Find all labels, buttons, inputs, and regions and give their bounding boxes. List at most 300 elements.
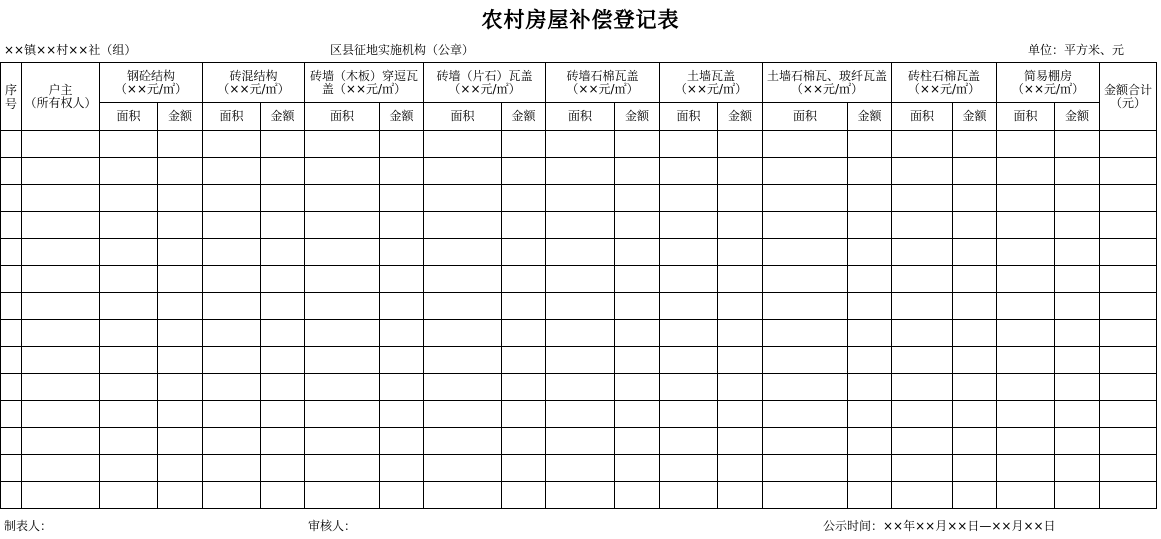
table-cell[interactable] bbox=[502, 266, 546, 293]
table-cell[interactable] bbox=[158, 158, 203, 185]
table-cell[interactable] bbox=[718, 185, 763, 212]
table-cell[interactable] bbox=[615, 185, 660, 212]
area-header: 面积 bbox=[892, 103, 953, 131]
table-cell[interactable] bbox=[100, 185, 158, 212]
table-cell[interactable] bbox=[1100, 347, 1157, 374]
table-cell[interactable] bbox=[718, 239, 763, 266]
table-cell[interactable] bbox=[1100, 185, 1157, 212]
table-cell[interactable] bbox=[997, 239, 1055, 266]
table-cell[interactable] bbox=[546, 239, 615, 266]
table-cell[interactable] bbox=[660, 212, 718, 239]
table-cell[interactable] bbox=[718, 158, 763, 185]
table-cell[interactable] bbox=[763, 185, 848, 212]
table-cell[interactable] bbox=[997, 185, 1055, 212]
table-cell[interactable] bbox=[305, 401, 380, 428]
table-cell[interactable] bbox=[502, 347, 546, 374]
table-cell[interactable] bbox=[22, 239, 100, 266]
table-cell[interactable] bbox=[953, 293, 997, 320]
table-cell[interactable] bbox=[158, 428, 203, 455]
table-cell[interactable] bbox=[100, 347, 158, 374]
table-cell[interactable] bbox=[848, 347, 892, 374]
table-cell[interactable] bbox=[892, 131, 953, 158]
table-cell[interactable] bbox=[380, 374, 424, 401]
table-cell[interactable] bbox=[892, 428, 953, 455]
table-cell[interactable] bbox=[502, 374, 546, 401]
table-cell[interactable] bbox=[1055, 158, 1100, 185]
table-cell[interactable] bbox=[424, 482, 502, 509]
area-header: 面积 bbox=[763, 103, 848, 131]
table-cell[interactable] bbox=[997, 293, 1055, 320]
table-cell[interactable] bbox=[100, 482, 158, 509]
table-cell[interactable] bbox=[158, 482, 203, 509]
table-cell[interactable] bbox=[546, 131, 615, 158]
group-header-line1: 土墙瓦盖 bbox=[686, 68, 735, 83]
table-cell[interactable] bbox=[718, 455, 763, 482]
table-cell[interactable] bbox=[660, 347, 718, 374]
table-cell[interactable] bbox=[615, 293, 660, 320]
table-cell[interactable] bbox=[502, 401, 546, 428]
table-cell[interactable] bbox=[502, 239, 546, 266]
table-cell[interactable] bbox=[997, 482, 1055, 509]
table-cell[interactable] bbox=[100, 212, 158, 239]
table-cell[interactable] bbox=[261, 266, 305, 293]
table-cell[interactable] bbox=[203, 320, 261, 347]
table-cell[interactable] bbox=[763, 131, 848, 158]
table-cell[interactable] bbox=[1100, 266, 1157, 293]
table-cell[interactable] bbox=[22, 266, 100, 293]
table-cell[interactable] bbox=[380, 239, 424, 266]
table-cell[interactable] bbox=[1100, 401, 1157, 428]
table-cell[interactable] bbox=[763, 266, 848, 293]
table-cell[interactable] bbox=[203, 455, 261, 482]
table-cell[interactable] bbox=[22, 428, 100, 455]
table-cell[interactable] bbox=[22, 185, 100, 212]
table-cell[interactable] bbox=[1, 428, 22, 455]
table-cell[interactable] bbox=[380, 158, 424, 185]
table-cell[interactable] bbox=[502, 455, 546, 482]
table-cell[interactable] bbox=[1055, 239, 1100, 266]
table-cell[interactable] bbox=[424, 401, 502, 428]
table-cell[interactable] bbox=[502, 212, 546, 239]
table-cell[interactable] bbox=[1, 158, 22, 185]
table-cell[interactable] bbox=[305, 455, 380, 482]
table-cell[interactable] bbox=[1, 320, 22, 347]
table-cell[interactable] bbox=[158, 131, 203, 158]
table-cell[interactable] bbox=[158, 455, 203, 482]
table-cell[interactable] bbox=[261, 239, 305, 266]
table-cell[interactable] bbox=[22, 482, 100, 509]
table-cell[interactable] bbox=[848, 293, 892, 320]
table-cell[interactable] bbox=[1055, 212, 1100, 239]
table-cell[interactable] bbox=[660, 482, 718, 509]
table-cell[interactable] bbox=[203, 374, 261, 401]
table-cell[interactable] bbox=[1100, 428, 1157, 455]
table-cell[interactable] bbox=[848, 185, 892, 212]
table-cell[interactable] bbox=[763, 239, 848, 266]
table-cell[interactable] bbox=[203, 131, 261, 158]
table-cell[interactable] bbox=[158, 320, 203, 347]
table-cell[interactable] bbox=[848, 401, 892, 428]
table-cell[interactable] bbox=[1055, 374, 1100, 401]
table-cell[interactable] bbox=[22, 320, 100, 347]
table-cell[interactable] bbox=[305, 185, 380, 212]
table-cell[interactable] bbox=[892, 320, 953, 347]
table-cell[interactable] bbox=[615, 158, 660, 185]
table-cell[interactable] bbox=[203, 482, 261, 509]
table-cell[interactable] bbox=[203, 185, 261, 212]
table-cell[interactable] bbox=[892, 293, 953, 320]
table-cell[interactable] bbox=[546, 374, 615, 401]
table-cell[interactable] bbox=[100, 320, 158, 347]
table-cell[interactable] bbox=[546, 293, 615, 320]
table-cell[interactable] bbox=[997, 455, 1055, 482]
table-cell[interactable] bbox=[763, 158, 848, 185]
table-cell[interactable] bbox=[660, 266, 718, 293]
table-cell[interactable] bbox=[953, 374, 997, 401]
table-cell[interactable] bbox=[203, 401, 261, 428]
table-cell[interactable] bbox=[660, 320, 718, 347]
table-cell[interactable] bbox=[848, 212, 892, 239]
table-cell[interactable] bbox=[158, 374, 203, 401]
table-cell[interactable] bbox=[261, 158, 305, 185]
table-cell[interactable] bbox=[203, 428, 261, 455]
table-cell[interactable] bbox=[763, 320, 848, 347]
table-cell[interactable] bbox=[158, 266, 203, 293]
table-cell[interactable] bbox=[158, 185, 203, 212]
table-cell[interactable] bbox=[953, 158, 997, 185]
table-cell[interactable] bbox=[502, 158, 546, 185]
table-cell[interactable] bbox=[953, 401, 997, 428]
table-cell[interactable] bbox=[718, 320, 763, 347]
table-cell[interactable] bbox=[261, 428, 305, 455]
table-cell[interactable] bbox=[261, 347, 305, 374]
table-cell[interactable] bbox=[660, 131, 718, 158]
table-cell[interactable] bbox=[158, 239, 203, 266]
table-cell[interactable] bbox=[763, 212, 848, 239]
table-cell[interactable] bbox=[953, 131, 997, 158]
table-cell[interactable] bbox=[261, 482, 305, 509]
table-cell[interactable] bbox=[203, 158, 261, 185]
table-cell[interactable] bbox=[997, 158, 1055, 185]
table-cell[interactable] bbox=[261, 212, 305, 239]
form-title: 农村房屋补偿登记表 bbox=[481, 8, 680, 32]
table-cell[interactable] bbox=[1, 482, 22, 509]
table-cell[interactable] bbox=[615, 374, 660, 401]
table-cell[interactable] bbox=[892, 374, 953, 401]
table-cell[interactable] bbox=[763, 374, 848, 401]
table-cell[interactable] bbox=[848, 320, 892, 347]
table-cell[interactable] bbox=[305, 158, 380, 185]
table-cell[interactable] bbox=[1, 131, 22, 158]
table-cell[interactable] bbox=[848, 374, 892, 401]
table-cell[interactable] bbox=[424, 428, 502, 455]
table-cell[interactable] bbox=[305, 374, 380, 401]
table-cell[interactable] bbox=[892, 455, 953, 482]
table-cell[interactable] bbox=[997, 374, 1055, 401]
table-cell[interactable] bbox=[1, 212, 22, 239]
table-cell[interactable] bbox=[158, 293, 203, 320]
table-cell[interactable] bbox=[380, 482, 424, 509]
table-cell[interactable] bbox=[953, 320, 997, 347]
group-header-line1: 砖墙石棉瓦盖 bbox=[566, 68, 639, 83]
table-cell[interactable] bbox=[380, 131, 424, 158]
table-cell[interactable] bbox=[158, 401, 203, 428]
table-cell[interactable] bbox=[380, 212, 424, 239]
table-cell[interactable] bbox=[424, 320, 502, 347]
table-cell[interactable] bbox=[546, 428, 615, 455]
table-cell[interactable] bbox=[848, 455, 892, 482]
table-cell[interactable] bbox=[953, 239, 997, 266]
table-cell[interactable] bbox=[953, 212, 997, 239]
table-cell[interactable] bbox=[100, 239, 158, 266]
table-cell[interactable] bbox=[424, 347, 502, 374]
table-cell[interactable] bbox=[100, 293, 158, 320]
table-cell[interactable] bbox=[424, 293, 502, 320]
table-cell[interactable] bbox=[660, 293, 718, 320]
table-cell[interactable] bbox=[424, 239, 502, 266]
table-cell[interactable] bbox=[546, 401, 615, 428]
table-cell[interactable] bbox=[502, 320, 546, 347]
table-cell[interactable] bbox=[100, 131, 158, 158]
table-cell[interactable] bbox=[718, 482, 763, 509]
table-cell[interactable] bbox=[1100, 239, 1157, 266]
table-cell[interactable] bbox=[1100, 374, 1157, 401]
table-cell[interactable] bbox=[424, 185, 502, 212]
table-cell[interactable] bbox=[615, 401, 660, 428]
table-cell[interactable] bbox=[380, 320, 424, 347]
table-cell[interactable] bbox=[424, 158, 502, 185]
table-cell[interactable] bbox=[380, 185, 424, 212]
table-cell[interactable] bbox=[892, 185, 953, 212]
table-cell[interactable] bbox=[763, 293, 848, 320]
table-cell[interactable] bbox=[1100, 212, 1157, 239]
table-cell[interactable] bbox=[1055, 185, 1100, 212]
table-cell[interactable] bbox=[203, 293, 261, 320]
table-cell[interactable] bbox=[380, 401, 424, 428]
table-cell[interactable] bbox=[22, 131, 100, 158]
table-cell[interactable] bbox=[763, 347, 848, 374]
table-cell[interactable] bbox=[848, 266, 892, 293]
table-cell[interactable] bbox=[1100, 320, 1157, 347]
table-cell[interactable] bbox=[100, 374, 158, 401]
table-cell[interactable] bbox=[424, 266, 502, 293]
table-cell[interactable] bbox=[546, 455, 615, 482]
table-cell[interactable] bbox=[502, 428, 546, 455]
table-cell[interactable] bbox=[892, 401, 953, 428]
table-cell[interactable] bbox=[848, 482, 892, 509]
group-header-line2: （××元/㎡） bbox=[1011, 81, 1085, 96]
table-cell[interactable] bbox=[1055, 347, 1100, 374]
table-cell[interactable] bbox=[1, 455, 22, 482]
table-cell[interactable] bbox=[502, 185, 546, 212]
table-cell[interactable] bbox=[848, 131, 892, 158]
table-cell[interactable] bbox=[424, 374, 502, 401]
table-cell[interactable] bbox=[100, 158, 158, 185]
table-cell[interactable] bbox=[546, 482, 615, 509]
table-cell[interactable] bbox=[100, 428, 158, 455]
table-cell[interactable] bbox=[615, 428, 660, 455]
table-cell[interactable] bbox=[1, 374, 22, 401]
table-cell[interactable] bbox=[848, 239, 892, 266]
table-cell[interactable] bbox=[261, 401, 305, 428]
table-cell[interactable] bbox=[546, 347, 615, 374]
table-cell[interactable] bbox=[261, 374, 305, 401]
table-cell[interactable] bbox=[763, 428, 848, 455]
table-cell[interactable] bbox=[380, 266, 424, 293]
table-cell[interactable] bbox=[1055, 428, 1100, 455]
table-cell[interactable] bbox=[718, 347, 763, 374]
table-cell[interactable] bbox=[1, 266, 22, 293]
table-cell[interactable] bbox=[203, 212, 261, 239]
table-cell[interactable] bbox=[261, 131, 305, 158]
table-cell[interactable] bbox=[502, 131, 546, 158]
table-cell[interactable] bbox=[502, 482, 546, 509]
table-cell[interactable] bbox=[305, 347, 380, 374]
table-cell[interactable] bbox=[660, 158, 718, 185]
table-cell[interactable] bbox=[1, 401, 22, 428]
table-cell[interactable] bbox=[22, 401, 100, 428]
table-cell[interactable] bbox=[1055, 293, 1100, 320]
table-cell[interactable] bbox=[615, 212, 660, 239]
table-cell[interactable] bbox=[660, 374, 718, 401]
table-cell[interactable] bbox=[997, 428, 1055, 455]
table-cell[interactable] bbox=[261, 185, 305, 212]
table-cell[interactable] bbox=[502, 293, 546, 320]
table-cell[interactable] bbox=[546, 212, 615, 239]
table-cell[interactable] bbox=[203, 239, 261, 266]
table-cell[interactable] bbox=[203, 347, 261, 374]
table-cell[interactable] bbox=[424, 212, 502, 239]
table-cell[interactable] bbox=[100, 266, 158, 293]
table-cell[interactable] bbox=[305, 293, 380, 320]
table-cell[interactable] bbox=[1100, 158, 1157, 185]
table-cell[interactable] bbox=[1055, 455, 1100, 482]
table-cell[interactable] bbox=[380, 455, 424, 482]
table-cell[interactable] bbox=[305, 320, 380, 347]
table-cell[interactable] bbox=[22, 347, 100, 374]
table-cell[interactable] bbox=[660, 428, 718, 455]
table-cell[interactable] bbox=[718, 401, 763, 428]
table-cell[interactable] bbox=[660, 401, 718, 428]
table-cell[interactable] bbox=[615, 455, 660, 482]
table-cell[interactable] bbox=[953, 482, 997, 509]
table-cell[interactable] bbox=[615, 347, 660, 374]
table-cell[interactable] bbox=[660, 455, 718, 482]
table-cell[interactable] bbox=[615, 131, 660, 158]
table-cell[interactable] bbox=[953, 185, 997, 212]
table-cell[interactable] bbox=[203, 266, 261, 293]
table-cell[interactable] bbox=[763, 401, 848, 428]
table-cell[interactable] bbox=[546, 266, 615, 293]
table-cell[interactable] bbox=[100, 401, 158, 428]
table-cell[interactable] bbox=[158, 212, 203, 239]
table-cell[interactable] bbox=[546, 158, 615, 185]
table-cell[interactable] bbox=[953, 266, 997, 293]
table-cell[interactable] bbox=[305, 239, 380, 266]
table-cell[interactable] bbox=[953, 347, 997, 374]
table-cell[interactable] bbox=[305, 482, 380, 509]
table-cell[interactable] bbox=[615, 482, 660, 509]
table-cell[interactable] bbox=[997, 131, 1055, 158]
table-cell[interactable] bbox=[660, 185, 718, 212]
table-cell[interactable] bbox=[763, 482, 848, 509]
table-cell[interactable] bbox=[615, 239, 660, 266]
table-cell[interactable] bbox=[892, 212, 953, 239]
table-cell[interactable] bbox=[22, 455, 100, 482]
table-cell[interactable] bbox=[1055, 320, 1100, 347]
table-cell[interactable] bbox=[424, 131, 502, 158]
table-cell[interactable] bbox=[305, 428, 380, 455]
table-cell[interactable] bbox=[892, 158, 953, 185]
table-cell[interactable] bbox=[615, 266, 660, 293]
table-cell[interactable] bbox=[1100, 131, 1157, 158]
table-cell[interactable] bbox=[997, 320, 1055, 347]
table-cell[interactable] bbox=[1055, 401, 1100, 428]
table-cell[interactable] bbox=[22, 374, 100, 401]
table-cell[interactable] bbox=[718, 212, 763, 239]
table-cell[interactable] bbox=[997, 212, 1055, 239]
table-cell[interactable] bbox=[1055, 131, 1100, 158]
table-cell[interactable] bbox=[718, 131, 763, 158]
table-cell[interactable] bbox=[261, 455, 305, 482]
table-cell[interactable] bbox=[1055, 482, 1100, 509]
table-cell[interactable] bbox=[1, 347, 22, 374]
table-cell[interactable] bbox=[892, 239, 953, 266]
table-cell[interactable] bbox=[718, 428, 763, 455]
table-cell[interactable] bbox=[305, 266, 380, 293]
table-cell[interactable] bbox=[892, 347, 953, 374]
table-cell[interactable] bbox=[892, 482, 953, 509]
table-cell[interactable] bbox=[718, 374, 763, 401]
table-cell[interactable] bbox=[1, 293, 22, 320]
table-cell[interactable] bbox=[997, 266, 1055, 293]
table-cell[interactable] bbox=[1100, 482, 1157, 509]
table-cell[interactable] bbox=[22, 293, 100, 320]
table-cell[interactable] bbox=[1100, 293, 1157, 320]
table-cell[interactable] bbox=[546, 185, 615, 212]
table-cell[interactable] bbox=[305, 131, 380, 158]
table-cell[interactable] bbox=[22, 158, 100, 185]
table-cell[interactable] bbox=[953, 455, 997, 482]
table-cell[interactable] bbox=[615, 320, 660, 347]
table-cell[interactable] bbox=[546, 320, 615, 347]
table-cell[interactable] bbox=[1055, 266, 1100, 293]
table-cell[interactable] bbox=[1, 185, 22, 212]
table-cell[interactable] bbox=[892, 266, 953, 293]
table-cell[interactable] bbox=[997, 347, 1055, 374]
table-cell[interactable] bbox=[380, 293, 424, 320]
table-cell[interactable] bbox=[305, 212, 380, 239]
table-cell[interactable] bbox=[22, 212, 100, 239]
table-cell[interactable] bbox=[158, 347, 203, 374]
table-cell[interactable] bbox=[261, 293, 305, 320]
table-cell[interactable] bbox=[380, 347, 424, 374]
table-cell[interactable] bbox=[848, 428, 892, 455]
table-cell[interactable] bbox=[718, 293, 763, 320]
table-cell[interactable] bbox=[718, 266, 763, 293]
table-cell[interactable] bbox=[660, 239, 718, 266]
table-cell[interactable] bbox=[1100, 455, 1157, 482]
table-cell[interactable] bbox=[953, 428, 997, 455]
table-cell[interactable] bbox=[997, 401, 1055, 428]
table-cell[interactable] bbox=[261, 320, 305, 347]
table-cell[interactable] bbox=[848, 158, 892, 185]
table-cell[interactable] bbox=[100, 455, 158, 482]
table-cell[interactable] bbox=[424, 455, 502, 482]
table-cell[interactable] bbox=[1, 239, 22, 266]
table-cell[interactable] bbox=[763, 455, 848, 482]
table-cell[interactable] bbox=[380, 428, 424, 455]
